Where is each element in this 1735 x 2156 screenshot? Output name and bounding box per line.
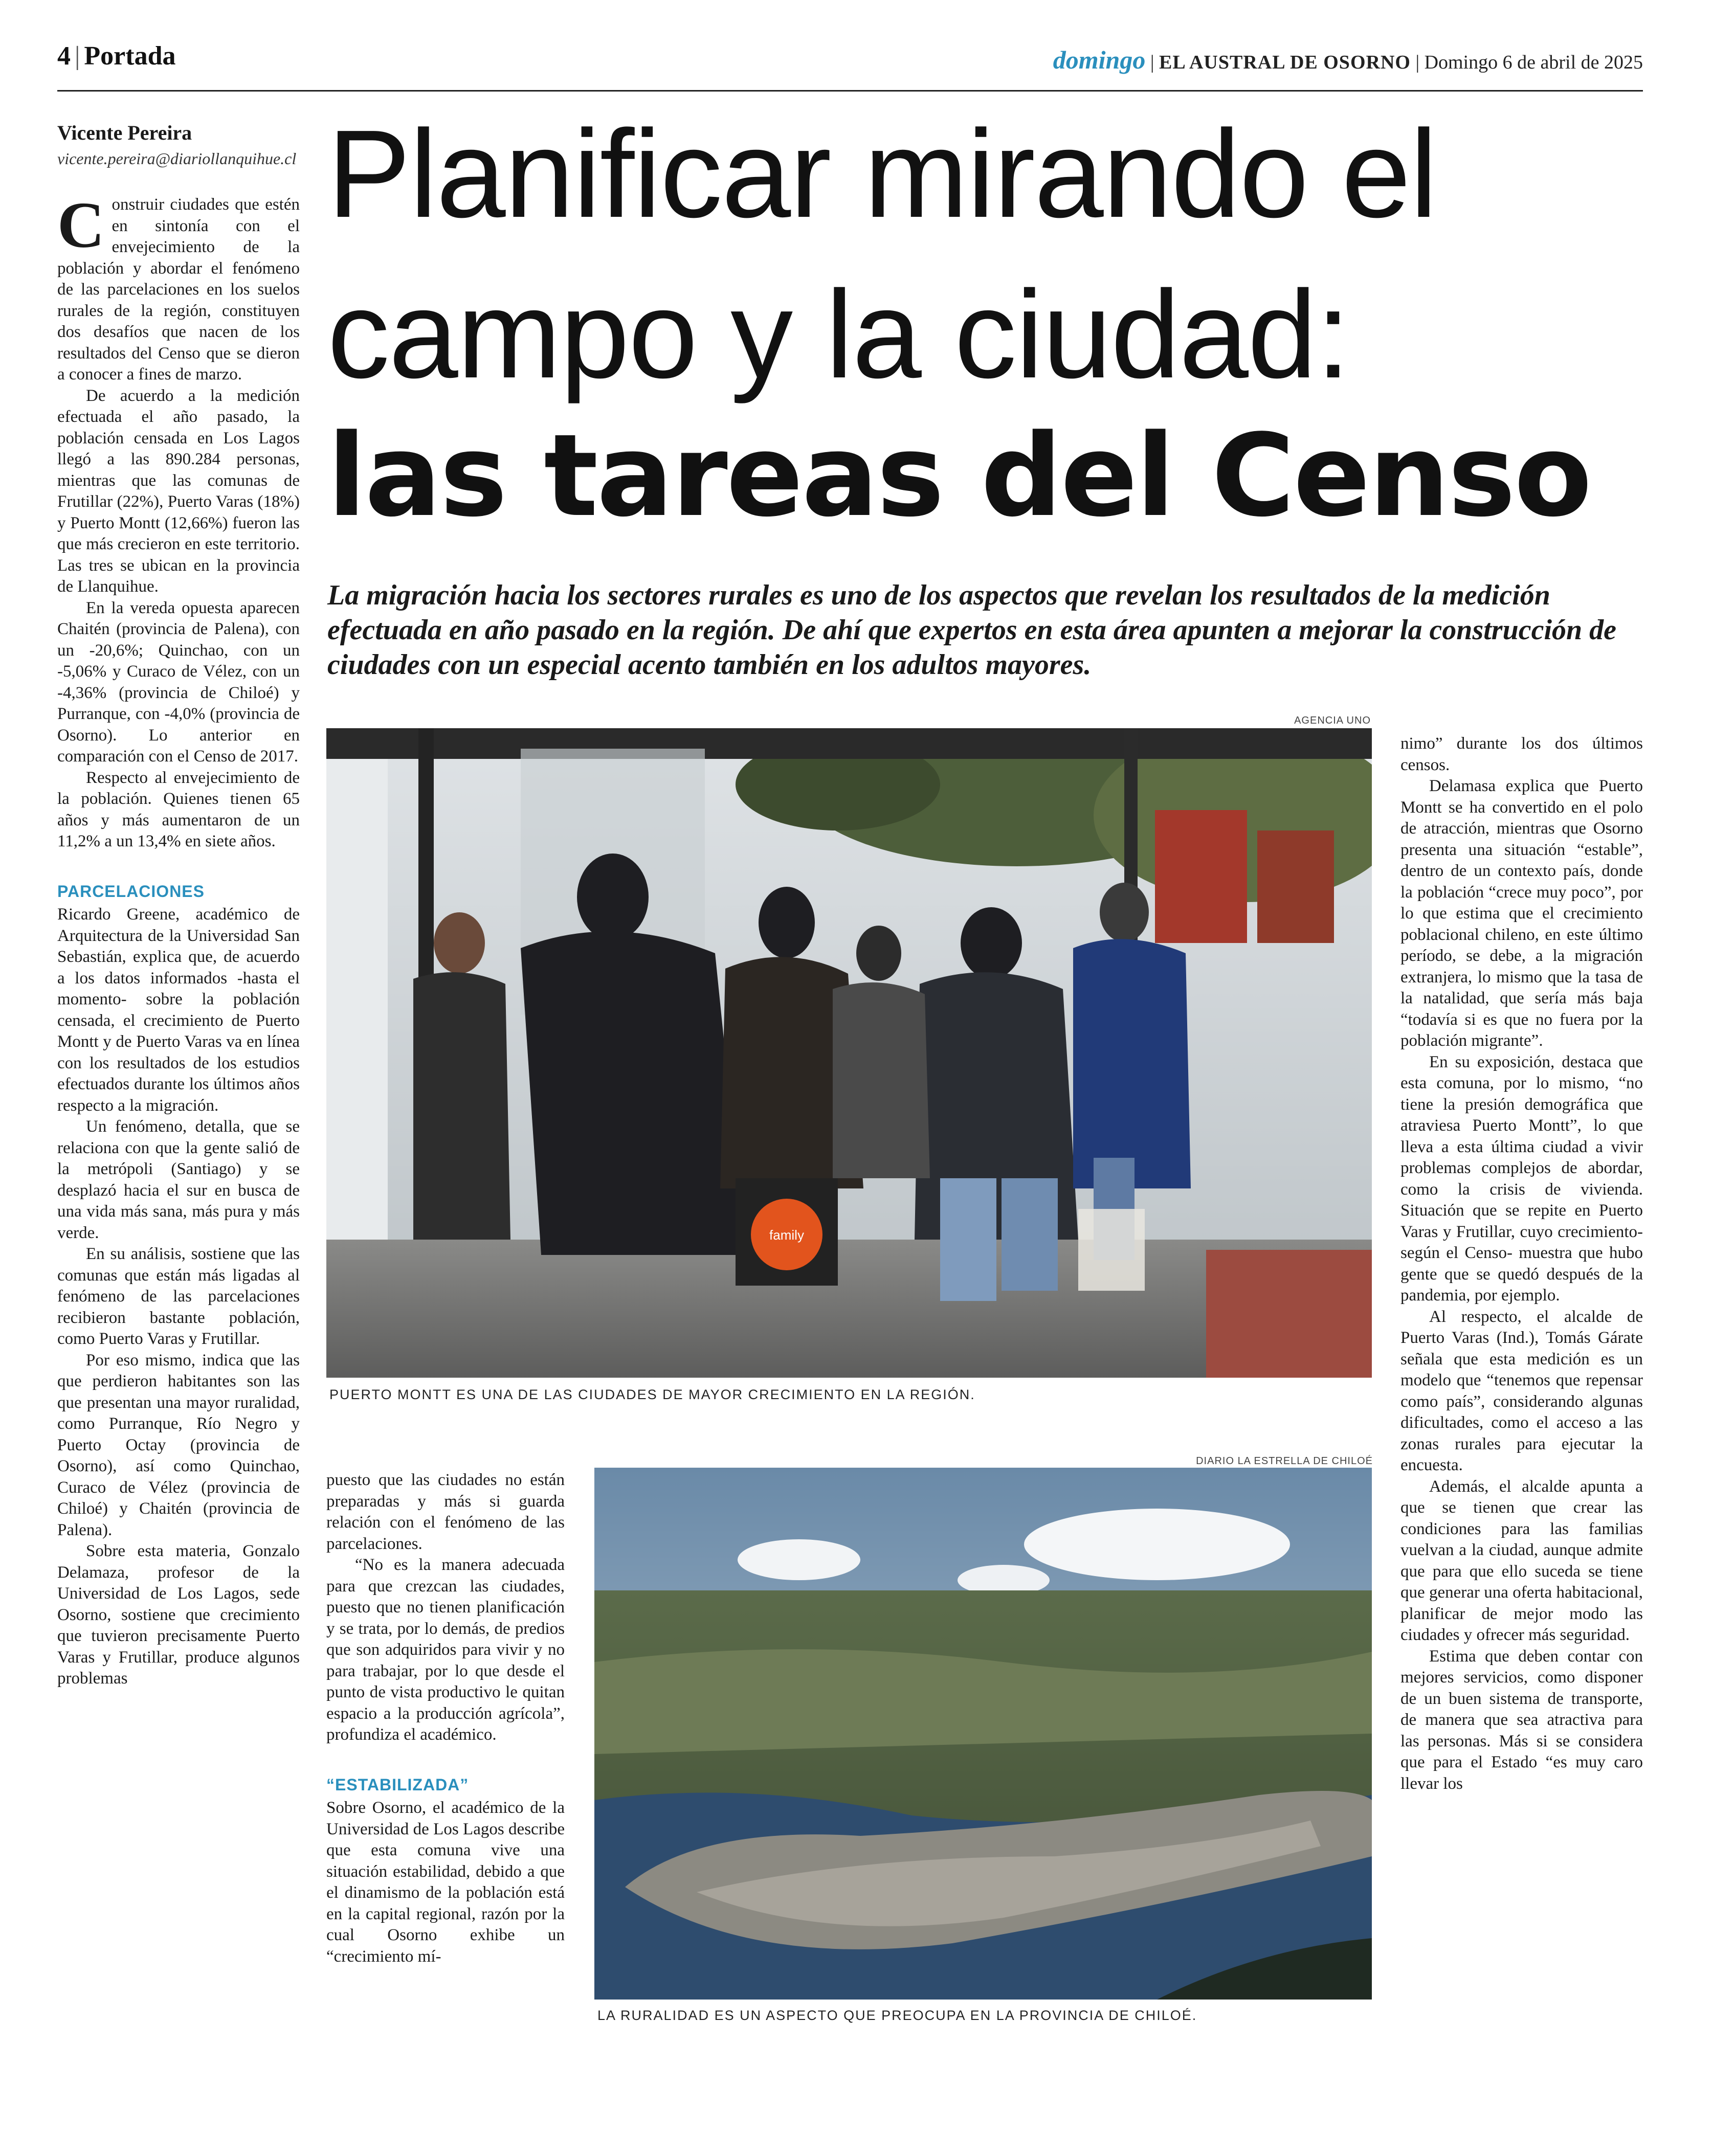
drop-cap: C (57, 189, 105, 261)
photo-credit: DIARIO LA ESTRELLA DE CHILOÉ (1196, 1455, 1373, 1467)
paragraph: Por eso mismo, indica que las que perdieron habitantes son las que presentan una mayor ruralidad, como Purranque, Río Negro y Puerto Octay (provincia de Osorno), así como Quinchao, Curaco de Vélez (provincia de Chiloé) y Chaitén (provincia de Palena). (57, 1351, 300, 1539)
author-email: vicente.pereira@diariollanquihue.cl (57, 149, 297, 168)
photo-chiloe-aerial (594, 1468, 1372, 2000)
bag-label: family (769, 1227, 804, 1243)
paragraph: “No es la manera adecuada para que crezcan las ciudades, puesto que no tienen planificación y se trata, por lo demás, de predios que son adquiridos para vivir y no para trabajar, por lo que desde el punto de vista productivo le quitan espacio a la producción agrícola”, profundiza el académico. (326, 1556, 565, 1744)
body-column-4 (1400, 733, 1643, 1794)
brand-name: domingo (1053, 46, 1146, 74)
photo-puerto-montt-crowd (326, 728, 1372, 1378)
paragraph: En su análisis, sostiene que las comunas que están más ligadas al fenómeno de las parcelaciones recibieron bastante población, como Puerto Varas y Frutillar. (57, 1245, 300, 1348)
paragraph: Ricardo Greene, académico de Arquitectura de la Universidad San Sebastián, explica que, de acuerdo a los datos informados -hasta el momento- sobre la población censada, el crecimiento de Puerto Montt y de Puerto Varas va en línea con los resultados de los estudios efectuados durante los últimos años respecto a la migración. (57, 905, 300, 1115)
paragraph: En la vereda opuesta aparecen Chaitén (provincia de Palena), con un -20,6%; Quinchao, con un -5,06% y Curaco de Vélez, con un -4,36% (provincia de Chiloé) y Purranque, con -4,0% (provincia de Osorno). Lo anterior en comparación con el Censo de 2017. (57, 598, 300, 766)
subhead-parcelaciones: PARCELACIONES (57, 882, 205, 901)
body-column-2 (326, 1470, 565, 1967)
body-column-1 (57, 189, 300, 1690)
article-deck: La migración hacia los sectores rurales es uno de los aspectos que revelan los resultados de la medición efectuada en año pasado en la región. De ahí que expertos en esta área apunten a mejorar la construcción de ciudades con un especial acento también en los adultos mayores. (327, 579, 1616, 681)
page-number: 4 (57, 41, 71, 71)
aerial-photo-illustration (594, 1468, 1372, 2000)
headline-line-3: las tareas del Censo (327, 410, 1591, 542)
paragraph: En su exposición, destaca que esta comuna, por lo mismo, “no tiene la presión demográfica que atraviesa Puerto Montt”, lo que lleva a esta última ciudad a vivir problemas complejos de abordar, como la crisis de vivienda. Situación que se repite en Puerto Varas y Frutillar, cuyo crecimiento-según el Censo- muestra que hubo gente que se quedó después de la pandemia, por ejemplo. (1400, 1052, 1643, 1305)
paragraph: Construir ciudades que estén en sintonía con el envejecimiento de la población y abordar el fenómeno de las parcelaciones en los suelos rurales de la región, constituyen dos desafíos que nacen de los resultados del Censo que se dieron a conocer a fines de marzo. (57, 189, 300, 384)
paragraph: Delamasa explica que Puerto Montt se ha convertido en el polo de atracción, mientras que Osorno presenta una situación “estable”, dentro de un contexto país, donde la población “crece muy poco”, por lo que estima que el crecimiento poblacional chileno, en este último período, se debe, a la migración extranjera, lo mismo que la tasa de la natalidad, que sería más baja “todavía si es que no fuera por la población migrante”. (1400, 777, 1643, 1050)
paragraph: Un fenómeno, detalla, que se relaciona con que la gente salió de la metrópoli (Santiago) y se desplazó hacia el sur en busca de una vida más sana, más pura y más verde. (57, 1117, 300, 1242)
paragraph: Respecto al envejecimiento de la población. Quienes tienen 65 años y más aumentaron de un 11,2% a un 13,4% en siete años. (57, 768, 300, 850)
paragraph: Además, el alcalde apunta a que se tienen que crear las condiciones para las familias vuelvan a la ciudad, aunque admite que para que ello suceda se tiene que generar una oferta habitacional, planificar de mejor modo las ciudades y ofrecer más seguridad. (1400, 1477, 1643, 1644)
page-header-left: 4 | Portada (57, 41, 176, 71)
paragraph: puesto que las ciudades no están preparadas y más si guarda relación con el fenómeno de las parcelaciones. (326, 1471, 565, 1553)
paragraph: nimo” durante los dos últimos censos. (1400, 734, 1643, 774)
paragraph: Al respecto, el alcalde de Puerto Varas (Ind.), Tomás Gárate señala que esta medición es un modelo que “tenemos que repensar como país”, considerando algunas dificultades, como el acceso a las zonas rurales para ejecutar la encuesta. (1400, 1307, 1643, 1474)
subhead-estabilizada: “ESTABILIZADA” (326, 1775, 469, 1794)
headline-line-2: campo y la ciudad: (327, 264, 1350, 404)
author-name: Vicente Pereira (57, 121, 192, 144)
page-header-right: domingo | EL AUSTRAL DE OSORNO | Domingo 6 de abril de 2025 (1053, 46, 1643, 74)
headline-line-1: Planificar mirando el (327, 104, 1437, 243)
issue-date: Domingo 6 de abril de 2025 (1424, 52, 1643, 73)
newspaper-name: EL AUSTRAL DE OSORNO (1159, 52, 1411, 73)
header-rule (57, 90, 1643, 92)
photo-credit: AGENCIA UNO (1294, 715, 1371, 726)
paragraph: Sobre Osorno, el académico de la Universidad de Los Lagos describe que esta comuna vive una situación estabilidad, debido a que el dinamismo de la población está en la capital regional, razón por la cual Osorno exhibe un “crecimiento mí- (326, 1799, 565, 1966)
photo-caption: PUERTO MONTT ES UNA DE LAS CIUDADES DE MAYOR CRECIMIENTO EN LA REGIÓN. (329, 1387, 975, 1402)
paragraph: Sobre esta materia, Gonzalo Delamaza, profesor de la Universidad de Los Lagos, sede Osorno, sostiene que crecimiento que tuvieron precisamente Puerto Varas y Frutillar, produce algunos problemas (57, 1542, 300, 1688)
paragraph: Estima que deben contar con mejores servicios, como disponer de un buen sistema de transporte, de manera que sea atractiva para las personas. Más si se considera que para el Estado “es muy caro llevar los (1400, 1647, 1643, 1793)
photo-caption: LA RURALIDAD ES UN ASPECTO QUE PREOCUPA EN LA PROVINCIA DE CHILOÉ. (597, 2008, 1197, 2023)
section-name: Portada (84, 41, 176, 71)
paragraph: De acuerdo a la medición efectuada el año pasado, la población censada en Los Lagos llegó a las 890.284 personas, mientras que las comunas de Frutillar (22%), Puerto Varas (18%) y Puerto Montt (12,66%) fueron las que más crecieron en este territorio. Las tres se ubican en la provincia de Llanquihue. (57, 386, 300, 596)
crowd-photo-illustration (326, 728, 1372, 1378)
